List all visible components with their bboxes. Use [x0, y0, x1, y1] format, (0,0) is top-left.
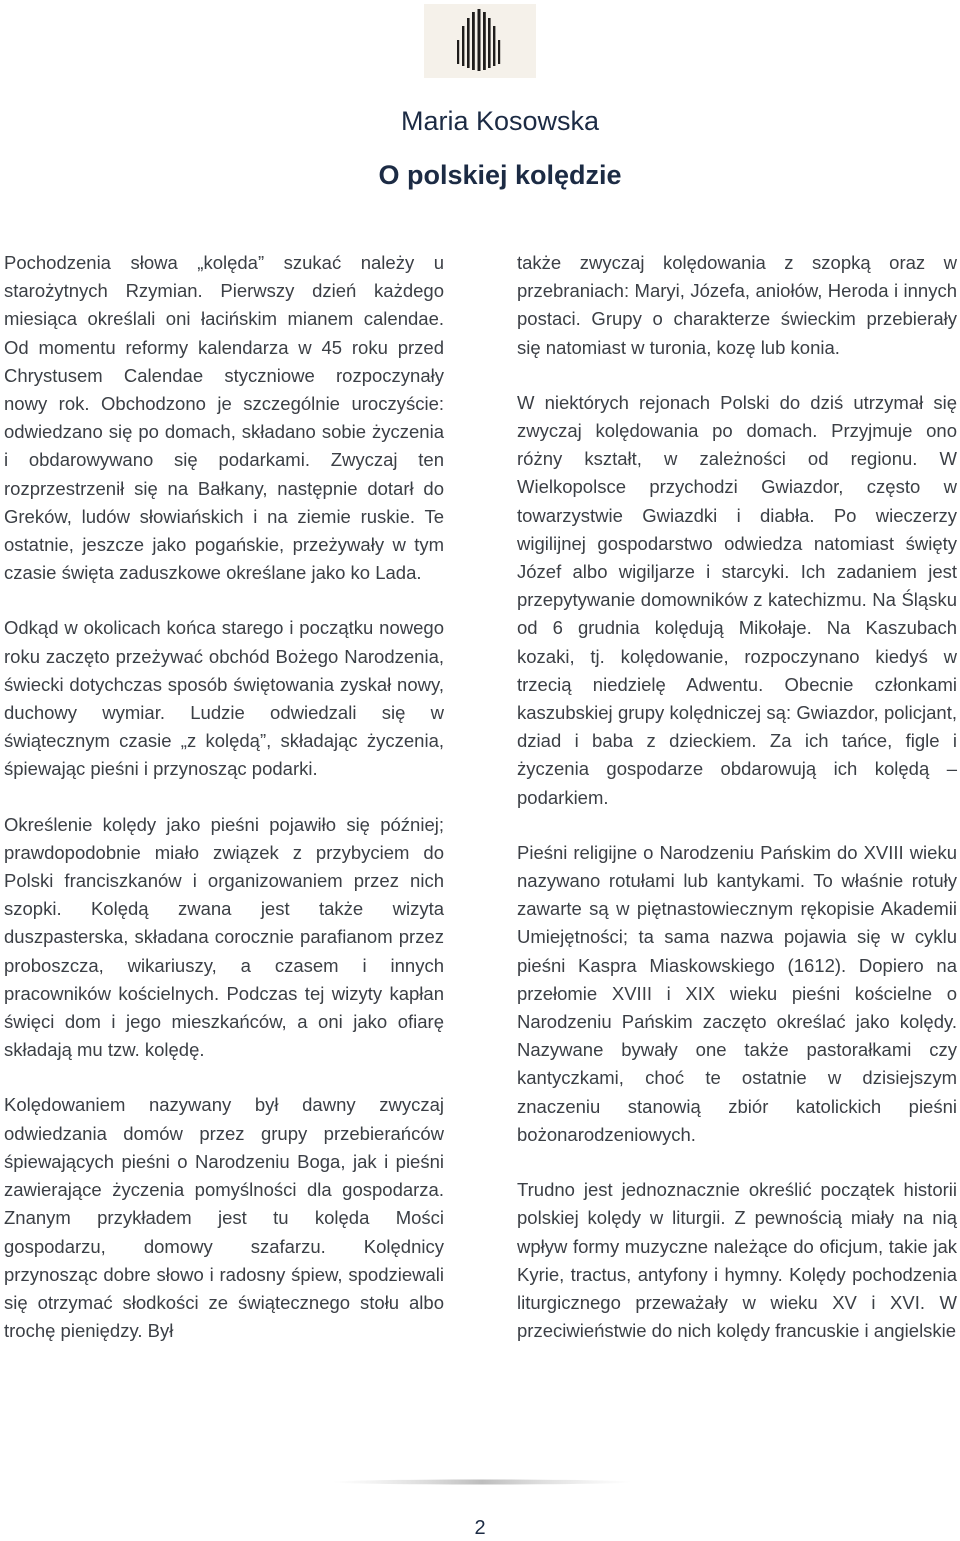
paragraph: W niektórych rejonach Polski do dziś utrzymał się zwyczaj kolędowania po domach. Przyjmuje ono różny kształt, w zależności od regionu. W Wielkopolsce przychodzi Gwiazdor, często w towarzystwie Gwiazdki i diabła. Po wieczerzy wigilijnej gospodarstwo odwiedza natomiast święty Józef albo wigiljarze i starcyki. Ich zadaniem jest przepytywanie domowników z katechizmu. Na Śląsku od 6 grudnia kolędują Mikołaje. Na Kaszubach kozaki, tj. kolędowanie, rozpoczynano kiedyś w trzecią niedzielę Adwentu. Obecnie członkami kaszubskiej grupy kolędniczej są: Gwiazdor, policjant, dziad i baba z dzieckiem. Za ich tańce, figle i życzenia gospodarze obdarowują ich kolędą – podarkiem. — [517, 391, 957, 808]
paragraph: Odkąd w okolicach końca starego i początku nowego roku zaczęto przeżywać obchód Bożego Narodzenia, świecki dotychczas sposób świętowania zyskał nowy, duchowy wymiar. Ludzie odwiedzali się w świątecznym czasie „z kolędą”, składając życzenia, śpiewając pieśni i przynosząc podarki. — [4, 617, 444, 780]
paragraph: Pieśni religijne o Narodzeniu Pańskim do XVIII wieku nazywano rotułami lub kantykami. To właśnie rotuły zawarte są w piętnastowiecznym rękopisie Akademii Umiejętności; ta sama nazwa pojawia się w cyklu pieśni Kaspra Miaskowskiego (1612). Dopiero na przełomie XVIII i XIX wieku pieśni kościelne o Narodzeniu Pańskim zaczęto określać jako kolędy. Nazywane bywały one także pastorałkami czy kantyczkami, choć te ostatnie w dzisiejszym znaczeniu stanowią zbiór katolickich pieśni bożonarodzeniowych. — [517, 841, 957, 1145]
paragraph: także zwyczaj kolędowania z szopką oraz w przebraniach: Maryi, Józefa, aniołów, Heroda i innych postaci. Grupy o charakterze świeckim przebierały się natomiast w turonia, kozę lub konia. — [517, 252, 957, 358]
paragraph: Kolędowaniem nazywany był dawny zwyczaj odwiedzania domów przez grupy przebierańców śpiewających pieśni o Narodzeniu Boga, jak i pieśni zawierające życzenia pomyślności dla gospodarza. Znanym przykładem jest tu kolęda Mości gospodarzu, domowy szafarzu. Kolędnicy przynosząc dobre słowo i radosny śpiew, spodziewali się otrzymać słodkości ze świątecznego stołu albo trochę pieniędzy. Był — [4, 1094, 444, 1342]
paragraph: Pochodzenia słowa „kolęda” szukać należy u starożytnych Rzymian. Pierwszy dzień każdego miesiąca określali oni łacińskim mianem calendae. Od momentu reformy kalendarza w 45 roku przed Chrystusem Calendae styczniowe rozpoczynały nowy rok. Obchodzono je szczególnie uroczyście: odwiedzano się po domach, składano sobie życzenia i obdarowywano się podarkami. Zwyczaj ten rozprzestrzenił się na Bałkany, następnie dotarł do Greków, ludów słowiańskich i na ziemie ruskie. Te ostatnie, jeszcze jako pogańskie, przeżywały w tym czasie święta zaduszkowe określane jako ko Lada. — [4, 252, 444, 584]
right-column — [517, 249, 957, 1345]
paragraph: Trudno jest jednoznacznie określić początek historii polskiej kolędy w liturgii. Z pewnością miały na nią wpływ formy muzyczne należące do oficjum, takie jak Kyrie, tractus, antyfony i hymny. Kolędy pochodzenia liturgicznego przeważały w wieku XV i XVI. W przeciwieństwie do nich kolędy francuskie i angielskie — [517, 1179, 957, 1342]
article-title: O polskiej kolędzie — [378, 160, 622, 190]
paragraph: Określenie kolędy jako pieśni pojawiło się później; prawdopodobnie miało związek z przybyciem do Polski franciszkanów i organizowaniem przez nich szopki. Kolędą zwana jest także wizyta duszpasterska, składana corocznie parafianom przez proboszcza, wikariuszy, a czasem i innych pracowników kościelnych. Podczas tej wizyty kapłan święci dom i jego mieszkańców, a oni jako ofiarę składają mu tzw. kolędę. — [4, 813, 444, 1061]
page-number: 2 — [474, 1517, 486, 1539]
footer-divider — [332, 1478, 632, 1486]
organ-pipes-logo-icon — [424, 4, 536, 78]
author-name: Maria Kosowska — [400, 106, 600, 136]
left-column — [4, 249, 444, 1345]
logo — [424, 4, 536, 78]
